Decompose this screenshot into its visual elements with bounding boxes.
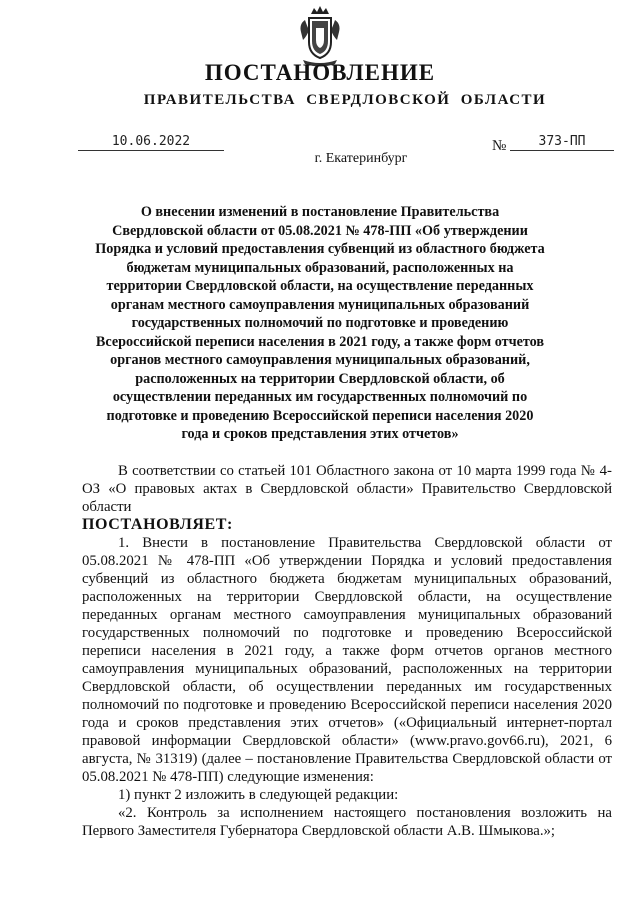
coat-of-arms-icon <box>297 6 343 68</box>
preamble-paragraph: В соответствии со статьей 101 Областного закона от 10 марта 1999 года № 4-ОЗ «О правовых актах в Свердловской области» Правительство Свердловской области <box>82 463 612 515</box>
document-number: 373-ПП <box>510 133 614 151</box>
document-title: ПОСТАНОВЛЕНИЕ <box>204 60 436 85</box>
number-sign: № <box>492 138 507 154</box>
resolve-heading: ПОСТАНОВЛЯЕТ: <box>82 516 233 533</box>
document-heading: О внесении изменений в постановление Правительства Свердловской области от 05.08.2021 № 478-ПП «Об утверждении Порядка и условий предоставления субвенций из областного бюджета бюджетам муниципальных образований, расположенных на территории Свердловской области, на осуществление переданных органам местного самоуправления муниципальных образований государственных полномочий по подготовке и проведению Всероссийской переписи населения в 2021 году, а также форм отчетов органов местного самоуправления муниципальных образований, расположенных на территории Свердловской области, об осуществлении переданных им государственных полномочий по подготовке и проведению Всероссийской переписи населения 2020 года и сроков представления этих отчетов» <box>95 204 545 442</box>
item-1: 1) пункт 2 изложить в следующей редакции: <box>118 787 399 803</box>
document-city: г. Екатеринбург <box>314 151 408 166</box>
paragraph-1: 1. Внести в постановление Правительства Свердловской области от 05.08.2021 № 478-ПП «Об утверждении Порядка и условий предоставления субвенций из областного бюджета бюджетам муниципальных образований, расположенных на территории Свердловской области, на осуществление переданных органам местного самоуправления муниципальных образований государственных полномочий по подготовке и проведению Всероссийской переписи населения в 2021 году, а также форм отчетов органов местного самоуправления муниципальных образований, расположенных на территории Свердловской области, об осуществлении переданных им государственных полномочий по подготовке и проведению Всероссийской переписи населения 2020 года и сроков представления этих отчетов» («Официальный интернет-портал правовой информации Свердловской области» (www.pravo.gov66.ru), 2021, 6 августа, № 31319) (далее – постановление Правительства Свердловской области от 05.08.2021 № 478-ПП) следующие изменения: <box>82 535 612 785</box>
document-date: 10.06.2022 <box>78 133 224 151</box>
document-subtitle: ПРАВИТЕЛЬСТВА СВЕРДЛОВСКОЙ ОБЛАСТИ <box>143 92 547 108</box>
document-body <box>82 462 612 840</box>
quoted-paragraph: «2. Контроль за исполнением настоящего постановления возложить на Первого Заместителя Губернатора Свердловской области А.В. Шмыкова.»; <box>82 805 612 839</box>
